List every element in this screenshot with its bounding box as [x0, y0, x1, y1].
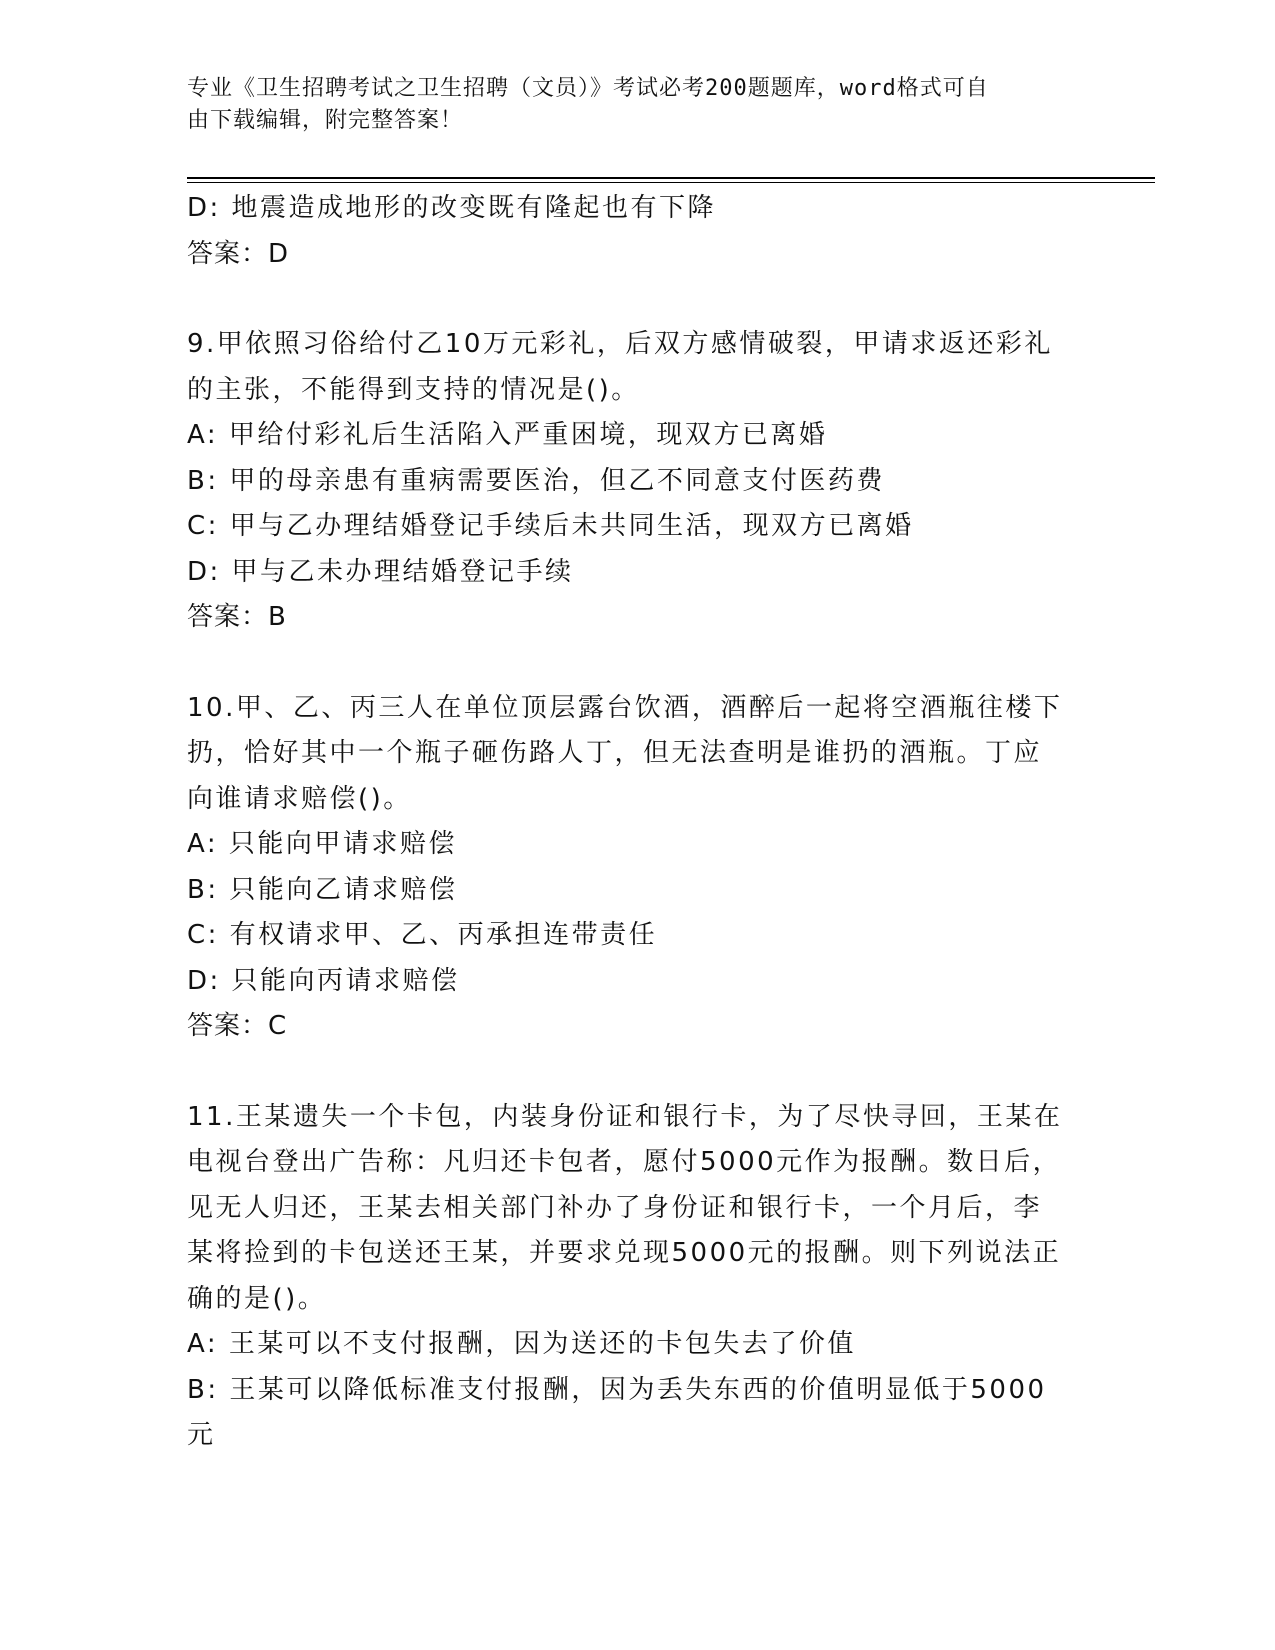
question-text-line: 确的是()。 [187, 1283, 327, 1314]
header-divider-thin [187, 182, 1155, 183]
question-text-line: 扔，恰好其中一个瓶子砸伤路人丁，但无法查明是谁扔的酒瓶。丁应 [187, 738, 1043, 768]
option-b: B: 甲的母亲患有重病需要医治，但乙不同意支付医药费 [187, 465, 885, 496]
question-text-line: 9.甲依照习俗给付乙10万元彩礼，后双方感情破裂，甲请求返还彩礼 [187, 329, 1053, 359]
answer-line: 答案：B [187, 602, 287, 632]
answer-line: 答案：C [187, 1011, 288, 1041]
option-b-continuation: 元 [187, 1420, 216, 1450]
document-body [187, 186, 1087, 1459]
header-line-1: 专业《卫生招聘考试之卫生招聘（文员）》考试必考200题题库，word格式可自 [187, 76, 989, 101]
header-divider-thick [187, 177, 1155, 179]
question-text-line: 某将捡到的卡包送还王某，并要求兑现5000元的报酬。则下列说法正 [187, 1238, 1062, 1268]
previous-question-tail [187, 186, 1087, 277]
option-d: D: 地震造成地形的改变既有隆起也有下降 [187, 193, 717, 223]
question-10 [187, 686, 1087, 1050]
answer-line: 答案：D [187, 238, 290, 269]
question-text-line: 10.甲、乙、丙三人在单位顶层露台饮酒，酒醉后一起将空酒瓶往楼下 [187, 692, 1063, 723]
option-c: C: 甲与乙办理结婚登记手续后未共同生活，现双方已离婚 [187, 511, 914, 541]
question-text-line: 见无人归还，王某去相关部门补办了身份证和银行卡，一个月后，李 [187, 1192, 1043, 1223]
question-9 [187, 322, 1087, 641]
question-11 [187, 1095, 1087, 1459]
option-b: B: 王某可以降低标准支付报酬，因为丢失东西的价值明显低于5000 [187, 1374, 1047, 1405]
option-a: A: 王某可以不支付报酬，因为送还的卡包失去了价值 [187, 1329, 856, 1359]
option-d: D: 甲与乙未办理结婚登记手续 [187, 556, 574, 587]
question-text-line: 的主张，不能得到支持的情况是()。 [187, 374, 640, 405]
option-d: D: 只能向丙请求赔偿 [187, 965, 460, 996]
option-a: A: 只能向甲请求赔偿 [187, 829, 457, 859]
option-c: C: 有权请求甲、乙、丙承担连带责任 [187, 920, 658, 950]
question-text-line: 11.王某遗失一个卡包，内装身份证和银行卡，为了尽快寻回，王某在 [187, 1101, 1063, 1132]
header-line-2: 由下载编辑，附完整答案！ [187, 108, 464, 133]
option-b: B: 只能向乙请求赔偿 [187, 874, 458, 905]
document-header [187, 73, 1067, 137]
question-text-line: 电视台登出广告称：凡归还卡包者，愿付5000元作为报酬。数日后， [187, 1147, 1062, 1177]
option-a: A: 甲给付彩礼后生活陷入严重困境，现双方已离婚 [187, 420, 828, 450]
question-text-line: 向谁请求赔偿()。 [187, 783, 412, 814]
